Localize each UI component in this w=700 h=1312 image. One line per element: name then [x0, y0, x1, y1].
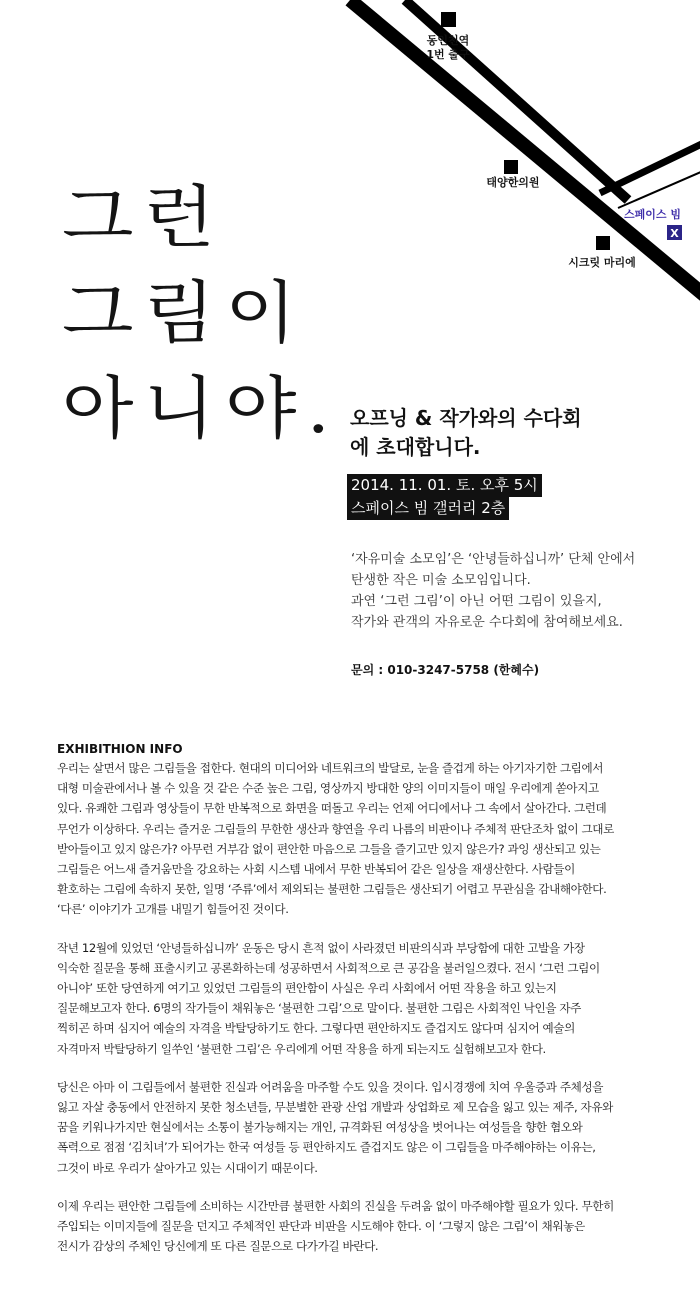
invitation-line-2: 에 초대합니다.: [350, 435, 481, 459]
paragraph-line: 대형 미술관에서나 볼 수 있을 것 같은 수준 높은 그림, 영상까지 방대한 양의 이미지들이 매일 우리에게 쏟아지고: [57, 781, 599, 796]
map-road-main: [350, 0, 700, 300]
paragraph-line: 아니야’ 또한 당연하게 여기고 있었던 그림들의 편안함이 사실은 우리 사회에서 어떤 작용을 하고 있는지: [57, 981, 557, 996]
event-place: 스페이스 빔 갤러리 2층: [347, 497, 509, 520]
paragraph-line: 잃고 자살 충동에서 안전하지 못한 청소년들, 무분별한 관광 산업 개발과 상업화로 제 모습을 잃고 있는 제주, 자유와: [57, 1100, 613, 1115]
invitation-line-1: 오프닝 & 작가와의 수다회: [350, 406, 582, 430]
paragraph-line: 익숙한 질문을 통해 표출시키고 공론화하는데 성공하면서 사회적으로 큰 공감을 불러일으켰다. 전시 ‘그런 그림이: [57, 960, 600, 975]
paragraph-line: 작년 12월에 있었던 ‘안녕들하십니까’ 운동은 당시 흔적 없이 사라졌던 비판의식과 부당함에 대한 고발을 가장: [57, 940, 585, 955]
map-road-branch: [600, 140, 700, 193]
paragraph-line: 주입되는 이미지들에 질문을 던지고 주체적인 판단과 비판을 시도해야 한다. 이 ‘그렇지 않은 그림’이 채워놓은: [57, 1219, 585, 1234]
secret-marker-icon: [596, 236, 610, 250]
info-paragraph-4: [57, 1196, 657, 1257]
paragraph-line: 이제 우리는 편안한 그림들에 소비하는 시간만큼 불편한 사회의 진실을 두려움 없이 마주해야할 필요가 있다. 무한히: [57, 1198, 614, 1213]
space-marker-x: X: [670, 227, 679, 240]
contact-info: 문의 : 010-3247-5758 (한혜수): [351, 663, 540, 677]
info-paragraph-3: [57, 1077, 657, 1178]
paragraph-line: 전시가 감상의 주체인 당신에게 또 다른 질문으로 다가가길 바란다.: [57, 1239, 379, 1254]
map-label-clinic: 태양한의원: [486, 176, 540, 189]
info-paragraph-1: [57, 758, 657, 920]
title-line-3: 아니야.: [62, 369, 340, 449]
paragraph-line: 찍히곤 하며 심지어 예술의 자격을 박탈당하기도 한다. 그렇다면 편안하지도 즐겁지도 않다며 심지어 예술의: [57, 1021, 575, 1036]
info-paragraph-2: [57, 938, 657, 1059]
paragraph-line: 자격마저 박탈당하기 일쑤인 ‘불편한 그림’은 우리에게 어떤 작용을 하게 되는지도 실험해보고자 한다.: [57, 1041, 546, 1056]
paragraph-line: 폭력으로 점점 ‘김치녀’가 되어가는 한국 여성들 등 편안하지도 즐겁지도 않은 이 그림들을 마주해야하는 이유는,: [57, 1140, 596, 1155]
description-line: 작가와 관객의 자유로운 수다회에 참여해보세요.: [351, 615, 623, 630]
map-label-exit: 동인천역 1번 출구: [426, 34, 470, 61]
exhibition-title: [62, 170, 340, 457]
paragraph-line: 무언가 이상하다. 우리는 즐거운 그림들의 무한한 생산과 향연을 우리 나름의 비판이나 주체적 판단조차 없이 그대로: [57, 821, 614, 836]
clinic-marker-icon: [504, 160, 518, 174]
event-date: 2014. 11. 01. 토. 오후 5시: [347, 474, 542, 497]
description-line: 탄생한 작은 미술 소모임입니다.: [351, 573, 531, 588]
description-line: ‘자유미술 소모임’은 ‘안녕들하십니까’ 단체 안에서: [351, 552, 636, 567]
exit-marker-icon: [441, 12, 456, 27]
invitation-heading: [350, 404, 582, 462]
paragraph-line: 우리는 살면서 많은 그림들을 접한다. 현대의 미디어와 네트워크의 발달로, 눈을 즐겁게 하는 아기자기한 그림에서: [57, 761, 604, 775]
map-label-space-beam: 스페이스 빔: [624, 208, 681, 221]
event-description: [351, 549, 635, 633]
paragraph-line: 꿈을 키워나가지만 현실에서는 소통이 불가능해지는 개인, 규격화된 여성상을 벗어나는 여성들을 향한 혐오와: [57, 1120, 583, 1135]
paragraph-line: 환호하는 그림에 속하지 못한, 일명 ‘주류’에서 제외되는 불편한 그림들은 생산되기 어렵고 무관심을 감내해야한다.: [57, 882, 607, 897]
paragraph-line: 질문해보고자 한다. 6명의 작가들이 채워놓은 ‘불편한 그림’으로 말이다. 불편한 그림은 사회적인 낙인을 자주: [57, 1001, 581, 1016]
map-label-secret-marie: 시크릿 마리에: [568, 256, 636, 269]
title-line-1: 그런: [62, 178, 225, 258]
title-line-2: 그림이: [62, 273, 307, 354]
paragraph-line: 그것이 바로 우리가 살아가고 있는 시대이기 때문이다.: [57, 1160, 318, 1175]
exhibition-info-heading: EXHIBITHION INFO: [57, 742, 183, 756]
paragraph-line: 받아들이고 있지 않은가? 아무런 거부감 없이 편안한 마음으로 그들을 즐기고만 있지 않은가? 과잉 생산되고 있는: [57, 841, 601, 856]
description-line: 과연 ‘그런 그림’이 아닌 어떤 그림이 있을지,: [351, 594, 602, 609]
paragraph-line: 있다. 유쾌한 그림과 영상들이 무한 반복적으로 화면을 떠돌고 우리는 언제 어디에서나 그 속에서 살아간다. 그런데: [57, 801, 607, 816]
paragraph-line: 그림들은 어느새 즐거움만을 강요하는 사회 시스템 내에서 무한 반복되어 같은 일상을 재생산한다. 사람들이: [57, 862, 575, 877]
paragraph-line: 당신은 아마 이 그림들에서 불편한 진실과 어려움을 마주할 수도 있을 것이다. 입시경쟁에 치여 우울증과 주체성을: [57, 1079, 604, 1094]
paragraph-line: ‘다른’ 이야기가 고개를 내밀기 힘들어진 것이다.: [57, 902, 289, 917]
exhibition-info-section: [57, 740, 657, 1274]
map-road-branch-thin: [618, 168, 700, 208]
